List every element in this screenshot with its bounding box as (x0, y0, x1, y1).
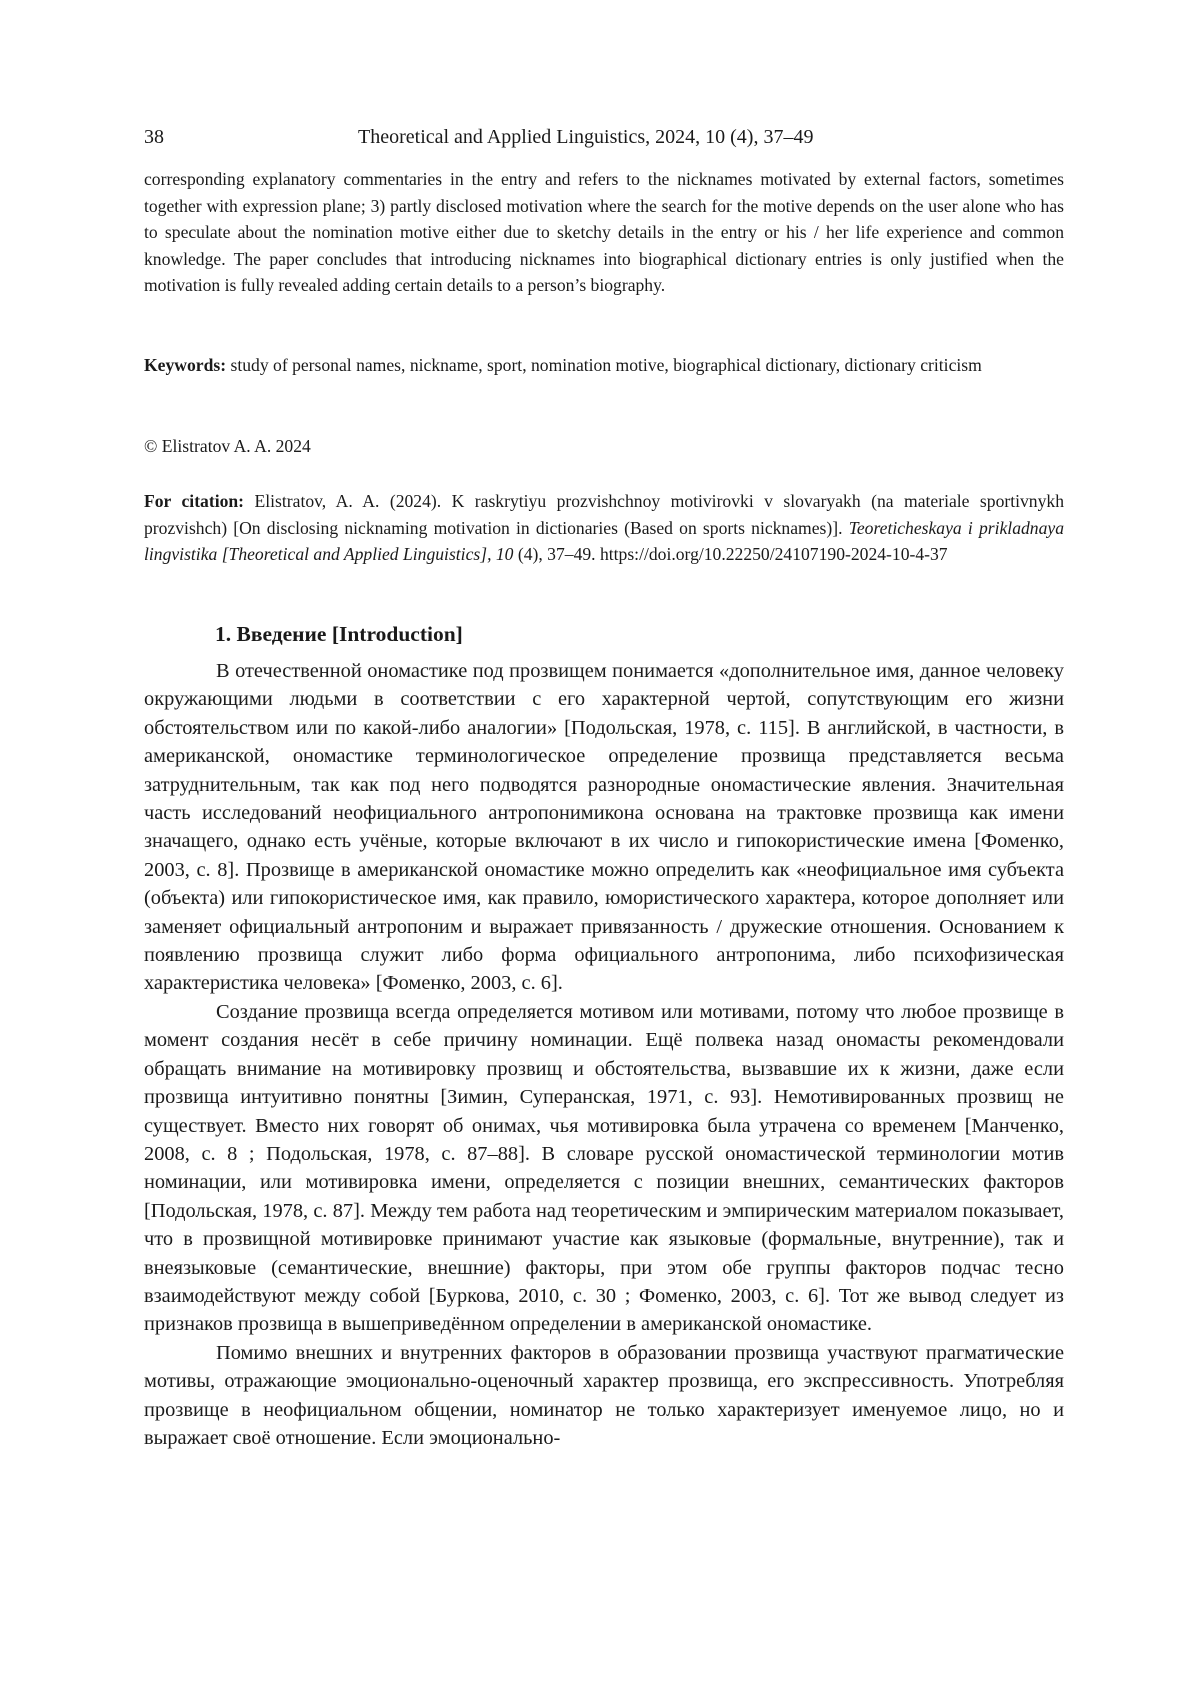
citation-doi: (4), 37–49. https://doi.org/10.22250/24107190-2024-10-4-37 (517, 544, 948, 564)
paragraph: Помимо внешних и внутренних факторов в образовании прозвища участвуют прагматические мотивы, отражающие эмоционально-оценочный характер прозвища, его экспрессивность. Употребляя прозвище в неофициальном общении, номинатор не только характеризует именуемое лицо, но и выражает своё отношение. Если эмоционально- (144, 1341, 1064, 1449)
section-heading: 1. Введение [Introduction] (215, 622, 463, 646)
journal-title: Theoretical and Applied Linguistics, 2024, 10 (4), 37–49 (358, 126, 814, 148)
paragraph: Создание прозвища всегда определяется мотивом или мотивами, потому что любое прозвище в момент создания несёт в себе причину номинации. Ещё полвека назад ономасты рекомендовали обращать внимание на мотивировку прозвищ и обстоятельства, вызвавшие их к жизни, даже если прозвища интуитивно понятны [Зимин, Суперанская, 1971, с. 93]. Немотивированных прозвищ не существует. Вместо них говорят об онимах, чья мотивировка была утрачена со временем [Манченко, 2008, с. 8 ; Подольская, 1978, с. 87–88]. В словаре русской ономастической терминологии мотив номинации, или мотивировка имени, определяется с позиции внешних, семантических факторов [Подольская, 1978, с. 87]. Между тем работа над теоретическим и эмпирическим материалом показывает, что в прозвищной мотивировке принимают участие как языковые (формальные, внутренние), так и внеязыковые (семантические, внешние) факторы, при этом обе группы факторов подчас тесно взаимодействуют между собой [Буркова, 2010, с. 30 ; Фоменко, 2003, с. 6]. Тот же вывод следует из признаков прозвища в вышеприведённом определении в американской ономастике. (144, 1000, 1064, 1336)
paragraph: В отечественной ономастике под прозвищем понимается «дополнительное имя, данное человеку окружающими людьми в соответствии с его характерной чертой, сопутствующим его жизни обстоятельством или по какой-либо аналогии» [Подольская, 1978, с. 115]. В английской, в частности, в американской, ономастике терминологическое определение прозвища представляется весьма затруднительным, так как под него подводятся разнородные ономастические явления. Значительная часть исследований неофициального антропонимикона основана на трактовке прозвища как имени значащего, однако есть учёные, которые включают в их число и гипокористические имена [Фоменко, 2003, с. 8]. Прозвище в американской ономастике можно определить как «неофициальное имя субъекта (объекта) или гипокористическое имя, как правило, юмористического характера, которое дополняет или заменяет официальный антропоним и выражает привязанность / дружеские отношения. Основанием к появлению прозвища служит либо форма официального антропонима, либо психофизическая характеристика человека» [Фоменко, 2003, с. 6]. (144, 660, 1064, 995)
keywords-text: study of personal names, nickname, sport, nomination motive, biographical dictionary, dictionary criticism (230, 355, 982, 375)
citation-journal: Teoreticheskaya i prikladnaya lingvistika [Theoretical and Applied Linguistics], 10 (144, 517, 1064, 564)
keywords-label: Keywords: (144, 355, 227, 375)
page-number: 38 (144, 126, 164, 148)
body-text (144, 657, 1064, 1452)
citation-label: For citation: (144, 491, 245, 511)
citation (144, 488, 1064, 568)
abstract-continuation: corresponding explanatory commentaries in the entry and refers to the nicknames motivated by external factors, sometimes together with expression plane; 3) partly disclosed motivation where the search for the motive depends on the user alone who has to speculate about the nomination motive either due to sketchy details in the entry or his / her life experience and common knowledge. The paper concludes that introducing nicknames into biographical dictionary entries is only justified when the motivation is fully revealed adding certain details to a person’s biography. (144, 169, 1064, 295)
citation-text: Elistratov, A. A. (2024). K raskrytiyu prozvishchnoy motivirovki v slovaryakh (na materiale sportivnykh prozvishch) [On disclosing nicknaming motivation in dictionaries (Based on sports nicknames)]. (144, 491, 1064, 538)
copyright-line: © Elistratov A. A. 2024 (144, 436, 311, 456)
keywords (144, 352, 1064, 379)
